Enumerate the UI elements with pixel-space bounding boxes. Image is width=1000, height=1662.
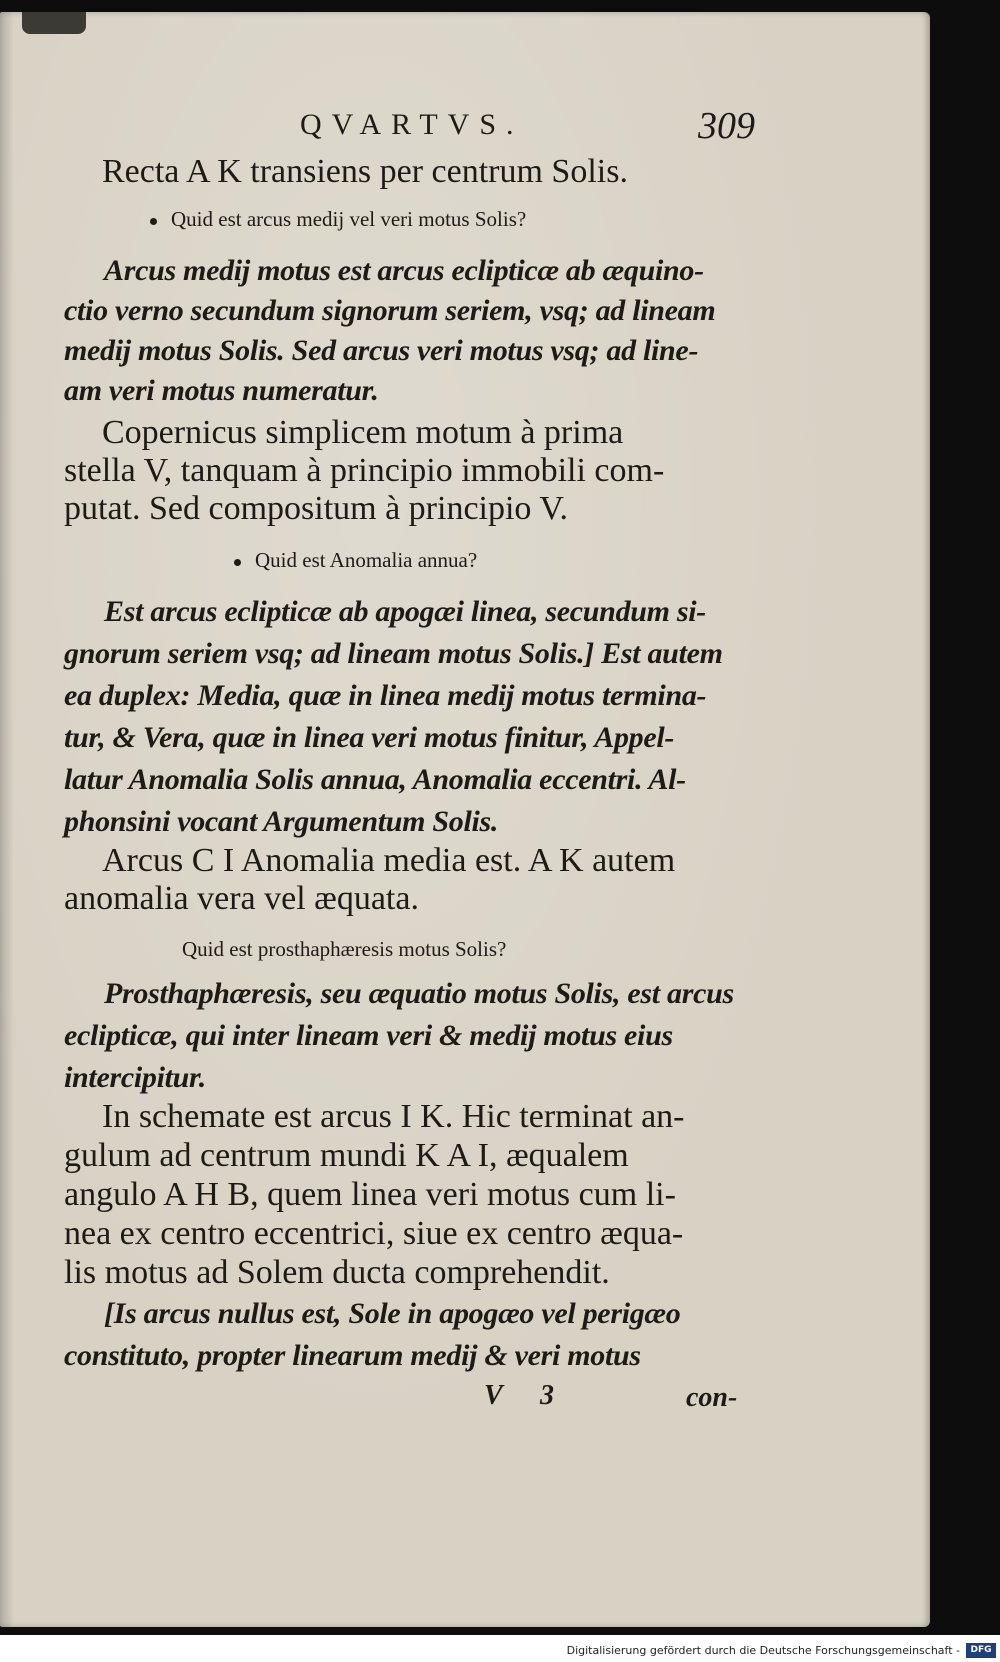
text-line: Arcus C I Anomalia media est. A K autem: [102, 842, 676, 879]
text-line: nea ex centro eccentrici, siue ex centro æqua-: [64, 1215, 684, 1252]
binding-clasp: [22, 12, 86, 34]
question-text: Quid est Anomalia annua?: [255, 548, 478, 572]
text-line: ctio verno secundum signorum seriem, vsq; ad lineam: [64, 294, 716, 327]
text-line: latur Anomalia Solis annua, Anomalia eccentri. Al-: [64, 763, 686, 796]
question-line: [150, 209, 526, 230]
text-line: putat. Sed compositum à principio V.: [64, 490, 568, 527]
text-line: Copernicus simplicem motum à prima: [102, 414, 624, 451]
bullet-mark: [150, 218, 157, 225]
text-line: [Is arcus nullus est, Sole in apogæo vel perigæo: [104, 1297, 681, 1330]
credit-bar: [0, 1640, 1000, 1662]
dfg-logo: DFG: [966, 1643, 996, 1658]
text-line: intercipitur.: [64, 1061, 206, 1094]
question-line: [234, 550, 477, 571]
text-line: In schemate est arcus I K. Hic terminat an-: [102, 1098, 685, 1135]
text-line: Arcus medij motus est arcus eclipticæ ab æquino-: [104, 254, 704, 287]
page-number: 309: [698, 105, 755, 147]
text-line: stella V, tanquam à principio immobili com-: [64, 452, 665, 489]
text-line: eclipticæ, qui inter lineam veri & medij motus eius: [64, 1019, 673, 1052]
text-line: am veri motus numeratur.: [64, 374, 379, 407]
text-line: Prosthaphæresis, seu æquatio motus Solis, est arcus: [104, 977, 734, 1010]
text-line: lis motus ad Solem ducta comprehendit.: [64, 1254, 610, 1291]
question-text: Quid est arcus medij vel veri motus Solis?: [171, 207, 527, 231]
text-line: Est arcus eclipticæ ab apogæi linea, secundum si-: [104, 595, 706, 628]
page-header: [300, 104, 755, 147]
text-line: angulo A H B, quem linea veri motus cum li-: [64, 1176, 676, 1213]
running-title: QVARTVS.: [300, 108, 524, 141]
text-line: anomalia vera vel æquata.: [64, 880, 419, 917]
text-line: phonsini vocant Argumentum Solis.: [64, 805, 499, 838]
text-line: gnorum seriem vsq; ad lineam motus Solis.] Est autem: [64, 637, 723, 670]
text-line: constituto, propter linearum medij & veri motus: [64, 1339, 641, 1372]
text-line: medij motus Solis. Sed arcus veri motus vsq; ad line-: [64, 334, 699, 367]
signature-number: 3: [540, 1380, 554, 1411]
signature-mark: V: [484, 1380, 503, 1411]
question-line: Quid est prosthaphæresis motus Solis?: [182, 937, 507, 961]
text-line: Recta A K transiens per centrum Solis.: [102, 153, 628, 190]
catchword: con-: [686, 1382, 738, 1413]
text-line: tur, & Vera, quæ in linea veri motus finitur, Appel-: [64, 721, 675, 754]
text-line: gulum ad centrum mundi K A I, æqualem: [64, 1137, 629, 1174]
credit-text: Digitalisierung gefördert durch die Deutsche Forschungsgemeinschaft -: [566, 1644, 960, 1657]
bullet-mark: [234, 559, 241, 566]
book-page: [0, 12, 930, 1627]
text-line: ea duplex: Media, quæ in linea medij motus termina-: [64, 679, 707, 712]
